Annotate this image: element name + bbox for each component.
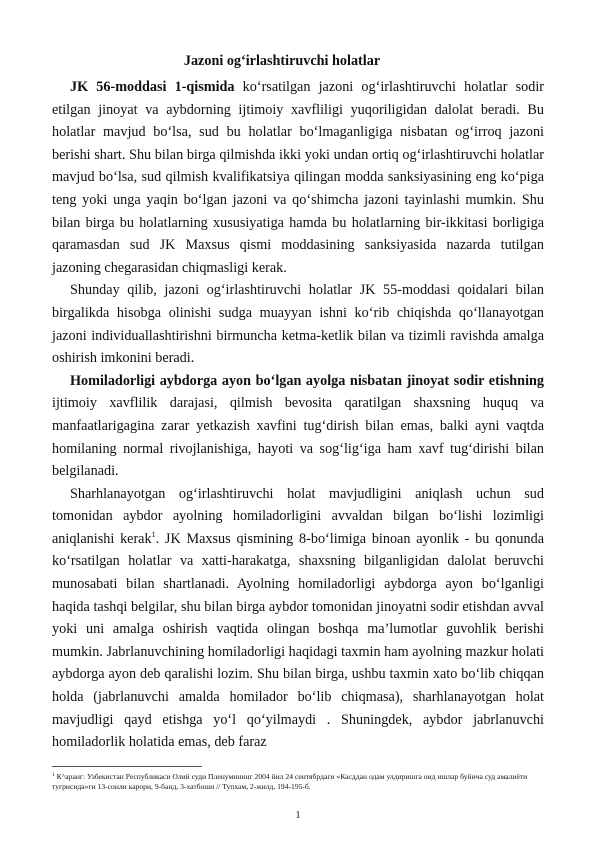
footnote-reference[interactable]: 1 xyxy=(151,529,156,539)
paragraph-3 xyxy=(52,370,544,483)
paragraph-4-text-b: . JK Maxsus qismining 8-bo‘limiga binoan ayonlik - bu qonunda ko‘rsatilgan holatlar va xatti-harakatga, shaxsning bilganligidan dalolat beruvchi munosabati bilan shartlanadi. Ayolning homiladorligi aybdorga ayon bo‘lganligi haqida tashqi belgilar, shu bilan birga aybdor tomonidan jinoyatni sodir etishdan avval yoki uni amalga oshirish vaqtida olingan boshqa ma’lumotlar guvohlik berishi mumkin. Jabrlanuvchining homiladorligi haqidagi taxmin ham ayolning mazkur holati aybdorga ayon deb qaralishi lozim. Shu bilan birga, ushbu taxmin xato bo‘lib chiqqan holda (jabrlanuvchi amalda homilador bo‘lib chiqmasa), sharhlanayotgan holat mavjudligi qayd etishga yo‘l qo‘yilmaydi . Shuningdek, aybdor jabrlanuvchi homiladorlik holatida emas, deb faraz xyxy=(52,530,544,751)
paragraph-4 xyxy=(52,483,544,754)
document-title: Jazoni og‘irlashtiruvchi holatlar xyxy=(183,53,381,69)
paragraph-4-text-a: Sharhlanayotgan og‘irlashtiruvchi holat mavjudligini aniqlash uchun sud tomonidan aybdor ayolning homiladorligini avvaldan bilgan bo‘lishi lozimligi aniqlanishi kerak xyxy=(52,485,544,547)
paragraph-1 xyxy=(52,76,544,279)
paragraph-1-text: ko‘rsatilgan jazoni og‘irlashtiruvchi holatlar sodir etilgan jinoyat va aybdorning ijtimoiy xavfliligi yuqoriligidan dalolat beradi. Bu holatlar mavjud bo‘lsa, sud bu holatlar bo‘lmaganligiga nisbatan og‘irroq jazoni berishi shart. Shu bilan birga qilmishda ikki yoki undan ortiq og‘irlashtiruvchi holatlar mavjud bo‘lsa, sud qilmish kvalifikatsiya qilingan modda sanksiyasining eng ko‘piga teng yoki unga yaqin bo‘lgan jazoni va qo‘shimcha jazoni tayinlashi mumkin. Shu bilan birga bu holatlarning xususiyatiga hamda bu holatlarning bir-ikkitasi borligiga qaramasdan sud JK Maxsus qismi moddasining sanksiyasida nazarda tutilgan jazoning chegarasidan chiqmasligi kerak. xyxy=(52,79,544,276)
footnote xyxy=(52,772,544,792)
footnote-mark: 1 xyxy=(52,772,55,778)
footnote-separator xyxy=(52,766,202,767)
paragraph-2: Shunday qilib, jazoni og‘irlashtiruvchi holatlar JK 55-moddasi qoidalari bilan birgalikda hisobga olinishi sudga muayyan ishni ko‘rib chiqishda qo‘llanayotgan jazoni individuallashtirishni birmuncha ketma-ketlik bilan va tizimli ravishda amalga oshirish imkonini beradi. xyxy=(52,282,544,367)
paragraph-1-lead: JK 56-moddasi 1-qismida xyxy=(70,79,235,95)
document-body xyxy=(52,76,544,754)
paragraph-3-text: ijtimoiy xavflilik darajasi, qilmish bevosita qaratilgan shaxsning huquq va manfaatlarigagina zarar yetkazish xavfini tug‘dirish bilan emas, balki ayni vaqtda homilaning normal rivojlanishiga, hayoti va sog‘lig‘iga ham xavf tug‘dirishi bilan belgilanadi. xyxy=(52,395,544,480)
paragraph-3-lead: Homiladorligi aybdorga ayon bo‘lgan ayolga nisbatan jinoyat sodir etishning xyxy=(70,372,544,389)
page-number: 1 xyxy=(295,810,301,821)
footnote-text: К^аранг: Узбекистан Республикаси Олий суди Пленумининг 2004 йил 24 сентябрдаги «Касддан одам улдиришга оид ишлар буйича суд амалиёти тугрисида»ги 13-сонли карори, 9-банд, 3-хатбоши // Тупхам, 2-жилд, 194-195-б. xyxy=(52,772,528,791)
